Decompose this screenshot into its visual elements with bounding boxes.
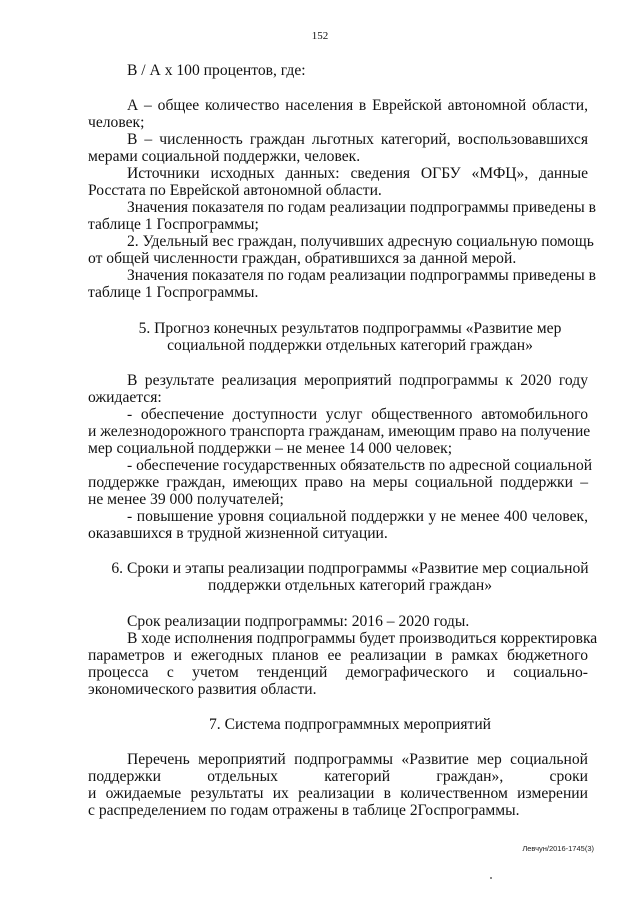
text-line: процесса с учетом тенденций демографического и социально- [88,664,588,681]
text-line: В ходе исполнения подпрограммы будет производиться корректировка [127,630,598,647]
text-line: Значения показателя по годам реализации подпрограммы приведены в [127,199,596,216]
scan-speck [490,877,492,879]
section-heading-7: 7. Система подпрограммных мероприятий [208,716,492,733]
page-number: 152 [311,30,329,42]
section-heading-5: 5. Прогноз конечных результатов подпрограммы «Развитие мер [138,320,562,337]
text-line: параметров и ежегодных планов ее реализации в рамках бюджетного [88,647,588,664]
section-heading-6: поддержки отдельных категорий граждан» [207,577,492,594]
text-line: В – численность граждан льготных категорий, воспользовавшихся [127,131,588,148]
text-line: А – общее количество населения в Еврейской автономной области, [127,97,588,114]
text-line: мерами социальной поддержки, человек. [88,148,361,165]
section-heading-6: 6. Сроки и этапы реализации подпрограммы «Развитие мер социальной [111,560,589,577]
text-line: поддержки отдельных категорий граждан», сроки [88,768,588,785]
list-item-line: не менее 39 000 получателей; [88,491,284,508]
text-line: Источники исходных данных: сведения ОГБУ «МФЦ», данные [127,165,588,182]
list-item-line: мер социальной поддержки – не менее 14 000 человек; [88,440,453,457]
formula-line: В / А x 100 процентов, где: [127,62,306,79]
footer-code: Левчун/2016-1745(3) [522,844,594,853]
text-line: В результате реализация мероприятий подпрограммы к 2020 году [127,372,588,389]
section-heading-5: социальной поддержки отдельных категорий граждан» [167,337,533,354]
text-line: таблице 1 Госпрограммы. [88,284,259,301]
text-line: Срок реализации подпрограммы: 2016 – 2020 годы. [127,613,470,630]
text-line: человек; [88,114,145,131]
text-line: Значения показателя по годам реализации подпрограммы приведены в [127,267,596,284]
list-item-line: поддержке граждан, имеющих право на меры социальной поддержки – [88,474,588,491]
text-line: 2. Удельный вес граждан, получивших адресную социальную помощь [127,233,594,250]
list-item-line: - повышение уровня социальной поддержки у не менее 400 человек, [127,508,588,525]
text-line: с распределением по годам отражены в таблице 2Госпрограммы. [88,802,520,819]
list-item-line: - обеспечение государственных обязательств по адресной социальной [127,457,593,474]
text-line: от общей численности граждан, обратившихся за данной мерой. [88,250,517,267]
text-line: Перечень мероприятий подпрограммы «Развитие мер социальной [127,751,588,768]
text-line: экономического развития области. [88,681,317,698]
text-line: таблице 1 Госпрограммы; [88,216,259,233]
text-line: Росстата по Еврейской автономной области. [88,182,382,199]
list-item-line: оказавшихся в трудной жизненной ситуации. [88,525,388,542]
list-item-line: и железнодорожного транспорта гражданам, имеющим право на получение [88,423,591,440]
text-line: ожидается: [88,389,162,406]
list-item-line: - обеспечение доступности услуг общественного автомобильного [127,406,588,423]
text-line: и ожидаемые результаты их реализации в количественном измерении [88,785,588,802]
